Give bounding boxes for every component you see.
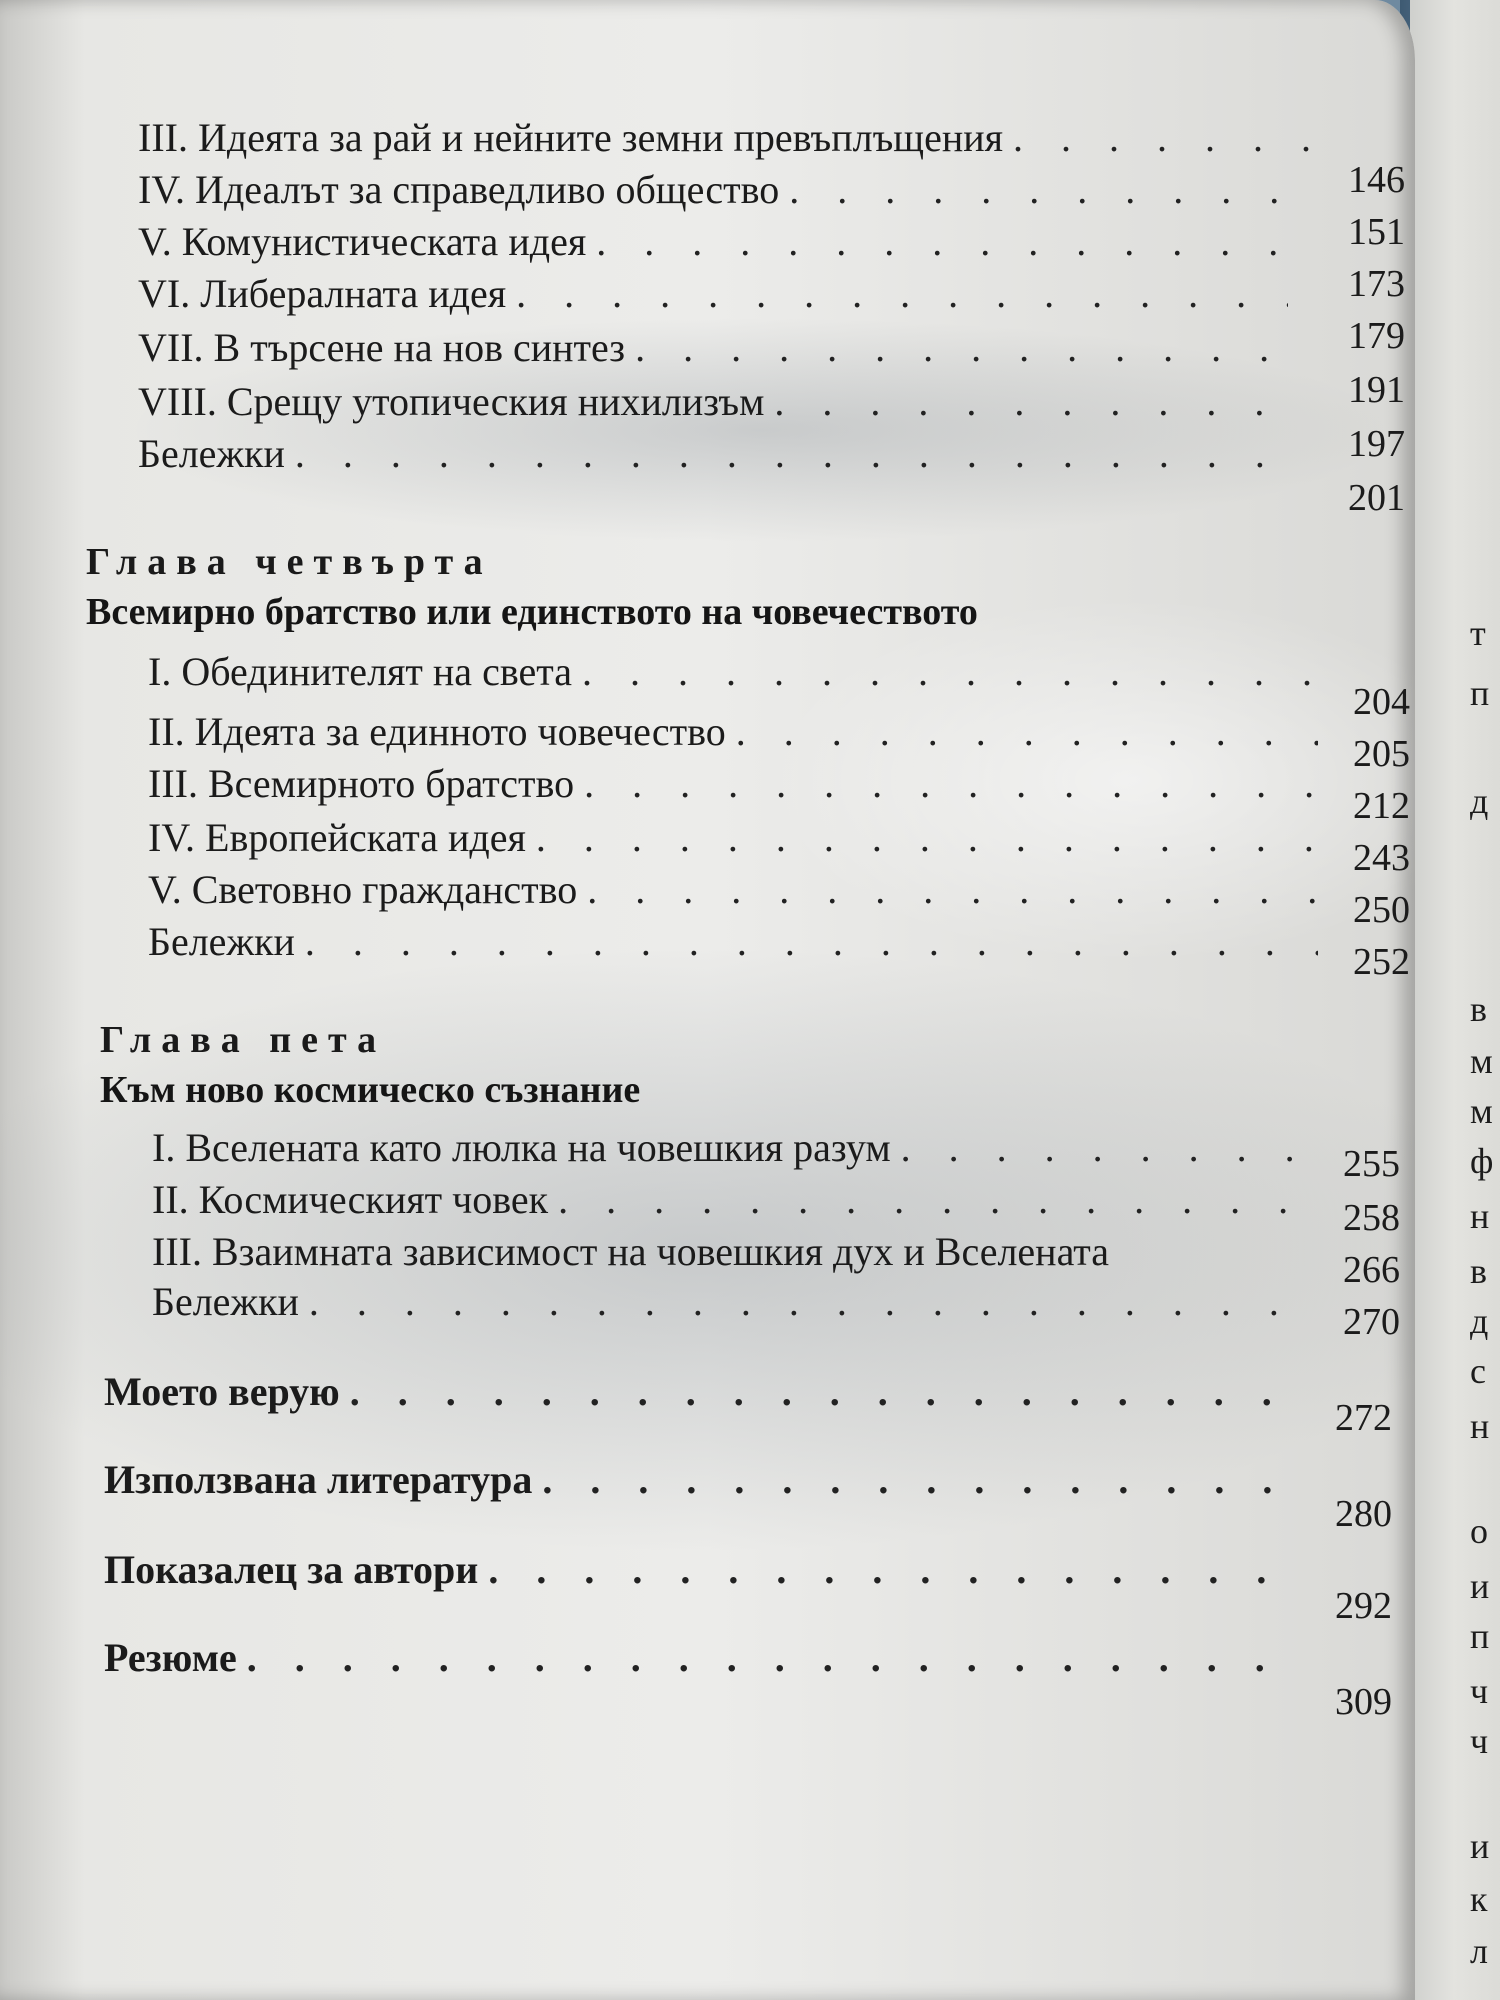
toc-entry-label: III. Идеята за рай и нейните земни превъплъщения (138, 115, 1004, 160)
dot-leader (305, 922, 1318, 962)
dot-leader (295, 434, 1288, 474)
toc-page-number: 309 (1335, 1681, 1392, 1723)
adjacent-page-letter: и (1470, 1826, 1490, 1866)
toc-entry-label: Бележки (148, 919, 295, 964)
toc-page-number: 280 (1335, 1493, 1392, 1535)
dot-leader (536, 818, 1318, 858)
chapter-title: Всемирно братство или единството на човечеството (86, 591, 978, 633)
toc-page-number: 179 (1348, 315, 1405, 357)
toc-page-number: 270 (1343, 1301, 1400, 1343)
toc-entry-label: V. Световно гражданство (148, 867, 578, 912)
adjacent-page-letter: д (1470, 781, 1489, 821)
toc-entry (138, 325, 1298, 370)
adjacent-page-letter: и (1470, 1566, 1490, 1606)
toc-page-number: 258 (1343, 1197, 1400, 1239)
toc-page-number: 243 (1353, 837, 1410, 879)
toc-entry (148, 867, 1328, 912)
dot-leader (584, 764, 1318, 804)
chapter-label: Глава четвърта (86, 541, 493, 583)
toc-entry (148, 815, 1328, 860)
adjacent-page-letter: ч (1470, 1671, 1489, 1711)
toc-page-number: 292 (1335, 1585, 1392, 1627)
toc-entry (138, 219, 1298, 264)
toc-page-number: 151 (1348, 211, 1405, 253)
toc-entry (152, 1279, 1322, 1324)
toc-page-number: 205 (1353, 733, 1410, 775)
adjacent-page-letter: м (1470, 1091, 1493, 1131)
adjacent-page-letter: в (1470, 989, 1487, 1029)
toc-entry (148, 649, 1328, 694)
dot-leader (309, 1282, 1312, 1322)
adjacent-page-letter: н (1470, 1406, 1490, 1446)
adjacent-page-edge (1410, 0, 1500, 2000)
toc-entry-label: Бележки (152, 1279, 299, 1324)
toc-entry (138, 431, 1298, 476)
adjacent-page-letter: с (1470, 1351, 1486, 1391)
toc-page-number: 266 (1343, 1249, 1400, 1291)
toc-entry-label: IV. Европейската идея (148, 815, 526, 860)
dot-leader (774, 382, 1288, 422)
toc-page-number: 204 (1353, 681, 1410, 723)
adjacent-page-letter: в (1470, 1251, 1487, 1291)
toc-page-number: 191 (1348, 369, 1405, 411)
toc-entry-label: VIII. Срещу утопическия нихилизъм (138, 379, 765, 424)
toc-page-number: 197 (1348, 423, 1405, 465)
adjacent-page-letter: о (1470, 1511, 1488, 1551)
toc-entry (148, 709, 1328, 754)
toc-page-number: 212 (1353, 785, 1410, 827)
adjacent-page-letter: п (1470, 673, 1490, 713)
dot-leader (488, 1550, 1304, 1590)
toc-entry-label: I. Обединителят на света (148, 649, 572, 694)
toc-entry-label: Използвана литература (104, 1457, 533, 1502)
toc-entry (138, 167, 1298, 212)
dot-leader (516, 274, 1288, 314)
toc-entry-label: V. Комунистическата идея (138, 219, 587, 264)
toc-entry (104, 1635, 1314, 1680)
toc-entry-label: Резюме (104, 1635, 237, 1680)
dot-leader (582, 652, 1318, 692)
toc-entry-label: IV. Идеалът за справедливо общество (138, 167, 780, 212)
dot-leader (558, 1180, 1312, 1220)
toc-entry (152, 1125, 1322, 1170)
toc-entry-label: VI. Либералната идея (138, 271, 507, 316)
toc-entry-label: Показалец за автори (104, 1547, 479, 1592)
dot-leader (587, 870, 1318, 910)
adjacent-page-letter: п (1470, 1616, 1490, 1656)
adjacent-page-letter: л (1470, 1931, 1488, 1971)
adjacent-page-letter: м (1470, 1041, 1493, 1081)
toc-entry-label: III. Всемирното братство (148, 761, 575, 806)
adjacent-page-letter: д (1470, 1301, 1489, 1341)
toc-page-number: 173 (1348, 263, 1405, 305)
toc-page-number: 252 (1353, 941, 1410, 983)
dot-leader (789, 170, 1288, 210)
toc-entry (148, 761, 1328, 806)
toc-entry (104, 1369, 1314, 1414)
chapter-label: Глава пета (100, 1019, 387, 1061)
dot-leader (901, 1128, 1312, 1168)
adjacent-page-letter: т (1470, 613, 1486, 653)
adjacent-page-letter: к (1470, 1879, 1488, 1919)
dot-leader (635, 328, 1288, 368)
toc-entry (152, 1177, 1322, 1222)
toc-page-number: 146 (1348, 159, 1405, 201)
adjacent-page-letter: ф (1470, 1141, 1494, 1181)
toc-page-number: 201 (1348, 477, 1405, 519)
chapter-title: Към ново космическо съзнание (100, 1069, 641, 1111)
toc-entry (138, 115, 1338, 160)
dot-leader (247, 1638, 1304, 1678)
dot-leader (736, 712, 1318, 752)
toc-entry-label: VII. В търсене на нов синтез (138, 325, 626, 370)
toc-entry-label: II. Космическият човек (152, 1177, 549, 1222)
adjacent-page-letter: ч (1470, 1721, 1489, 1761)
toc-entry-label: I. Вселената като люлка на човешкия разум (152, 1125, 891, 1170)
adjacent-page-letter: н (1470, 1196, 1490, 1236)
toc-page-number: 272 (1335, 1397, 1392, 1439)
dot-leader (350, 1372, 1304, 1412)
dot-leader (1013, 118, 1328, 158)
dot-leader (542, 1460, 1304, 1500)
toc-entry (148, 919, 1328, 964)
toc-page-number: 255 (1343, 1143, 1400, 1185)
toc-entry (138, 271, 1298, 316)
toc-entry-label: II. Идеята за единното човечество (148, 709, 726, 754)
toc-entry-label: III. Взаимната зависимост на човешкия дух и Вселената (152, 1229, 1110, 1274)
dot-leader (596, 222, 1288, 262)
toc-entry (152, 1229, 1322, 1274)
toc-entry (138, 379, 1298, 424)
toc-entry-label: Моето верую (104, 1369, 340, 1414)
toc-page-number: 250 (1353, 889, 1410, 931)
toc-entry (104, 1457, 1314, 1502)
toc-entry-label: Бележки (138, 431, 285, 476)
toc-entry (104, 1547, 1314, 1592)
